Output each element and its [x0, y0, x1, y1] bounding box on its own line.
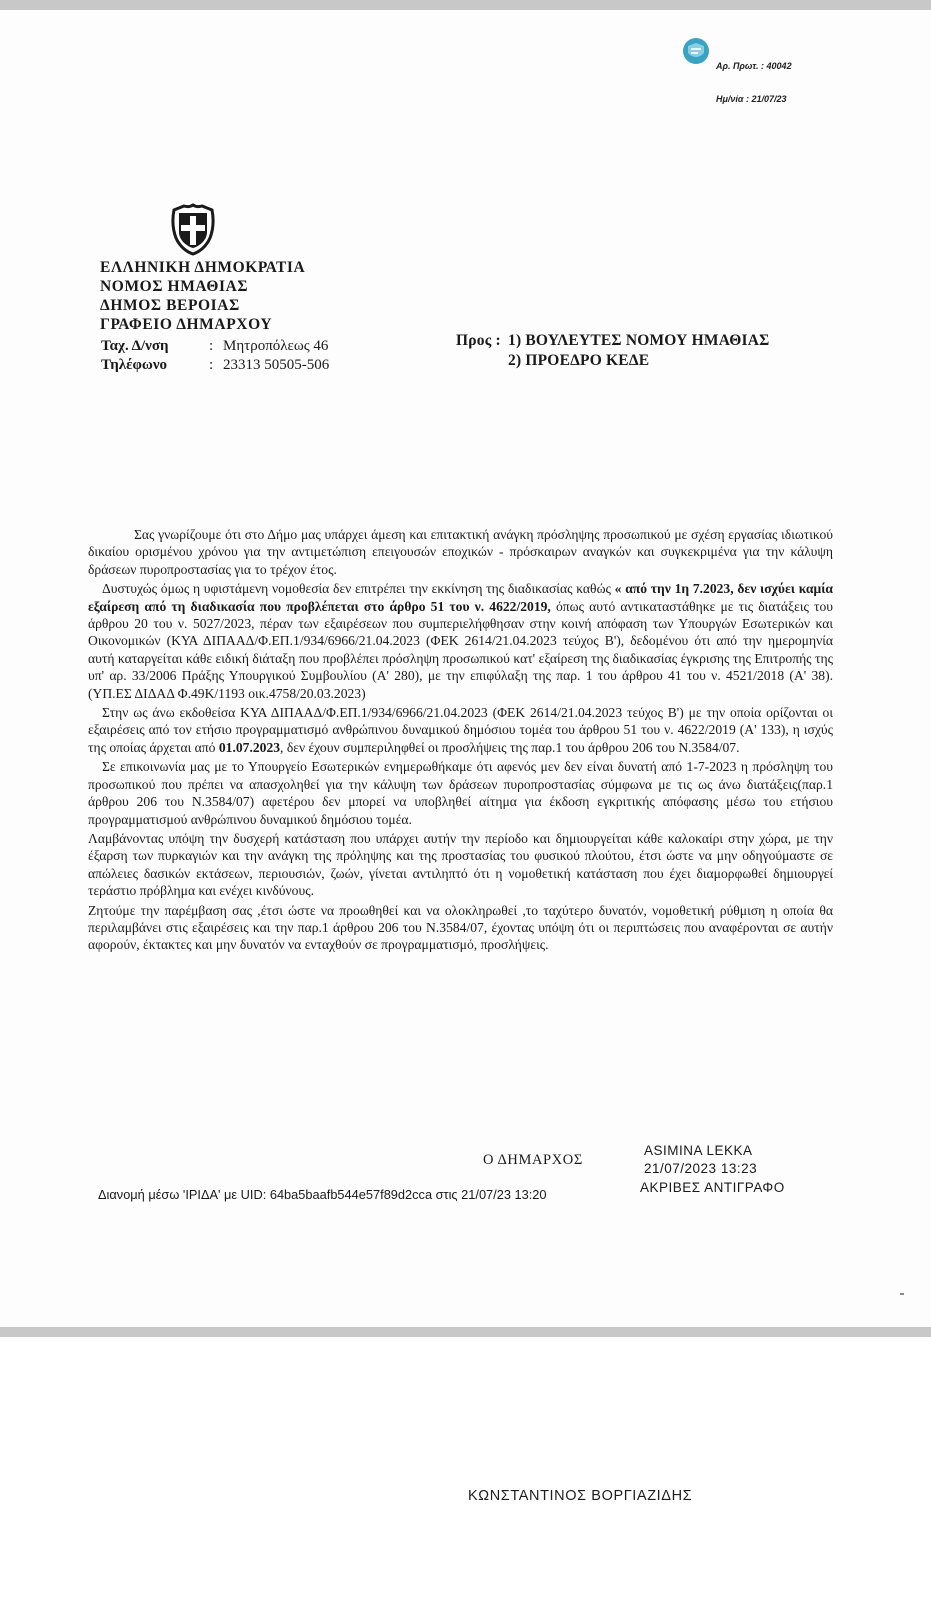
- mayor-title: Ο ΔΗΜΑΡΧΟΣ: [483, 1152, 583, 1168]
- page-separator-bar: [0, 1327, 931, 1337]
- recipients-block: [456, 331, 769, 371]
- phone-value: 23313 50505-506: [223, 357, 330, 373]
- protocol-number: Αρ. Πρωτ. : 40042: [716, 61, 792, 71]
- address-label: Ταχ. Δ/νση: [101, 338, 169, 354]
- protocol-stamp-icon: [682, 37, 710, 65]
- recipient-1: 1) ΒΟΥΛΕΥΤΕΣ ΝΟΜΟΥ ΗΜΑΘΙΑΣ: [508, 332, 770, 349]
- letterhead-line-office: ΓΡΑΦΕΙΟ ΔΗΜΑΡΧΟΥ: [100, 316, 273, 333]
- top-border-bar: [0, 0, 931, 10]
- recipient-row-2: [456, 351, 769, 371]
- address-separator: :: [209, 338, 214, 354]
- paragraph-3-text-b: , δεν έχουν συμπεριληφθεί οι προσλήψεις της παρ.1 του άρθρου 206 του Ν.3584/07.: [280, 739, 740, 755]
- letterhead: [100, 258, 305, 334]
- address-row: [101, 337, 329, 356]
- paragraph-2: [88, 580, 833, 702]
- paragraph-6: Ζητούμε την παρέμβαση σας ,έτσι ώστε να προωθηθεί και να ολοκληρωθεί ,το ταχύτερο δυνατόν, νομοθετική ρύθμιση η οποία θα περιλαμβάνει στις εξαιρέσεις και την παρ.1 άρθρου 206 του Ν.3584/07, έχοντας υπόψη ότι οι περιπτώσεις που αναφέρονται σε αυτήν αφορούν, έκτακτες και μην δυνατόν να ενταχθούν σε προγραμματισμό, προσλήψεις.: [88, 902, 833, 953]
- greek-coat-of-arms-emblem: [166, 202, 220, 256]
- phone-row: [101, 356, 329, 375]
- recipient-2: 2) ΠΡΟΕΔΡΟ ΚΕΔΕ: [508, 352, 650, 369]
- true-copy-label: ΑΚΡΙΒΕΣ ΑΝΤΙΓΡΑΦΟ: [640, 1180, 785, 1195]
- digital-signature: [644, 1142, 757, 1178]
- scan-speck: [900, 1293, 904, 1295]
- paragraph-4: Σε επικοινωνία μας με το Υπουργείο Εσωτερικών ενημερωθήκαμε ότι αφενός μεν δεν είναι δυνατή από 1-7-2023 η πρόσληψη του προσωπικού που πρέπει να απασχοληθεί για την κάλυψη των δράσεων πυροπροστασίας σύμφωνα με τις ως άνω διατάξεις(παρ.1 άρθρου 206 του Ν.3584/07) αφετέρου δεν μπορεί να υποβληθεί αίτημα για έκδοση εγκριτικής απόφασης μέσω του ετήσιου προγραμματισμού ανθρώπινου δυναμικού δημόσιου τομέα.: [88, 759, 833, 827]
- paragraph-2-text-a: Δυστυχώς όμως η υφιστάμενη νομοθεσία δεν επιτρέπει την εκκίνηση της διαδικασίας καθώς: [102, 581, 611, 597]
- protocol-date: Ημ/νία : 21/07/23: [716, 94, 787, 104]
- letter-body: [88, 526, 833, 956]
- recipient-row-1: [456, 331, 769, 351]
- phone-separator: :: [209, 357, 214, 373]
- paragraph-5: Λαμβάνοντας υπόψη την δυσχερή κατάσταση που υπάρχει αυτήν την περίοδο και δημιουργείται κάθε καλοκαίρι στην χώρα, με την έξαρση των πυρκαγιών και την ανάγκη της πρόληψης και της προστασίας του φυσικού πλούτου, έτσι ώστε να μην οδηγούμαστε σε απώλειες δασικών εκτάσεων, περιουσιών, ζωών, γίνεται αντιληπτό ότι η νομοθετική κατάσταση που έχει διαμορφωθεί δημιουργεί τεράστιο πρόβλημα και ενέχει κινδύνους.: [88, 830, 833, 899]
- phone-label: Τηλέφωνο: [101, 357, 168, 373]
- paragraph-2-bold: « από την 1η 7.2023, δεν ισχύει καμία εξαίρεση από τη διαδικασία που προβλέπεται στο άρθρο 51 του ν. 4622/2019,: [88, 581, 833, 614]
- lower-signature-name: ΚΩΝΣΤΑΝΤΙΝΟΣ ΒΟΡΓΙΑΖΙΔΗΣ: [468, 1488, 693, 1504]
- paragraph-1: Σας γνωρίζουμε ότι στο Δήμο μας υπάρχει άμεση και επιτακτική ανάγκη πρόσληψης προσωπικού με σχέση εργασίας ιδιωτικού δικαίου ορισμένου χρόνου για την αντιμετώπιση επειγουσών εποχικών - πρόσκαιρων αναγκών και συγκεκριμένα για την κάλυψη δράσεων πυροπροστασίας για το τρέχον έτος.: [88, 527, 833, 577]
- recipients-label: Προς :: [456, 332, 501, 349]
- letterhead-line-prefecture: ΝΟΜΟΣ ΗΜΑΘΙΑΣ: [100, 278, 249, 295]
- paragraph-2-text-b: όπως αυτό αντικαταστάθηκε με τις διατάξεις του άρθρου 20 του ν. 5027/2023, πέραν των εξαιρέσεων που συμπεριελήφθησαν στην κοινή απόφαση των Υπουργών Εσωτερικών και Οικονομικών (ΚΥΑ ΔΙΠΑΑΔ/Φ.ΕΠ.1/934/6966/21.04.2023 (ΦΕΚ 2614/21.04.2023 τεύχος Β'), δεδομένου ότι από την ημερομηνία αυτή καταργείται κάθε ειδική διάταξη που προβλέπει πρόσληψη προσωπικού κατ' εξαίρεση της διαδικασίας έγκρισης της Επιτροπής της υπ' αρ. 33/2006 Πράξης Υπουργικού Συμβουλίου (Α' 280), με την επιφύλαξη της παρ. 1 του άρθρου 41 του ν. 4521/2018 (Α' 38). (ΥΠ.ΕΣ ΔΙΔΑΔ Φ.49Κ/1193 οικ.4758/20.03.2023): [88, 598, 833, 701]
- signer-name: ASIMINA LEKKA: [644, 1143, 753, 1158]
- paragraph-3-text-a: Στην ως άνω εκδοθείσα ΚΥΑ ΔΙΠΑΑΔ/Φ.ΕΠ.1/934/6966/21.04.2023 (ΦΕΚ 2614/21.04.2023 τεύχος Β') με την οποία ορίζονται οι εξαιρέσεις από τον ετήσιο προγραμματισμό ανθρώπινου δυναμικού δημόσιου τομέα του άρθρου 51 του ν. 4622/2019 (Α' 133), η ισχύς της οποίας άρχεται από: [88, 705, 833, 755]
- paragraph-3-bold-date: 01.07.2023: [218, 739, 281, 755]
- signature-datetime: 21/07/2023 13:23: [644, 1161, 758, 1176]
- letterhead-line-republic: ΕΛΛΗΝΙΚΗ ΔΗΜΟΚΡΑΤΙΑ: [100, 259, 306, 276]
- distribution-line: Διανομή μέσω 'ΙΡΙΔΑ' με UID: 64ba5baafb544e57f89d2cca στις 21/07/23 13:20: [98, 1187, 547, 1202]
- protocol-stamp: [682, 35, 832, 104]
- contact-info: [101, 337, 329, 375]
- letterhead-line-municipality: ΔΗΜΟΣ ΒΕΡΟΙΑΣ: [100, 297, 240, 314]
- address-value: Μητροπόλεως 46: [223, 338, 329, 354]
- paragraph-3: [88, 704, 833, 756]
